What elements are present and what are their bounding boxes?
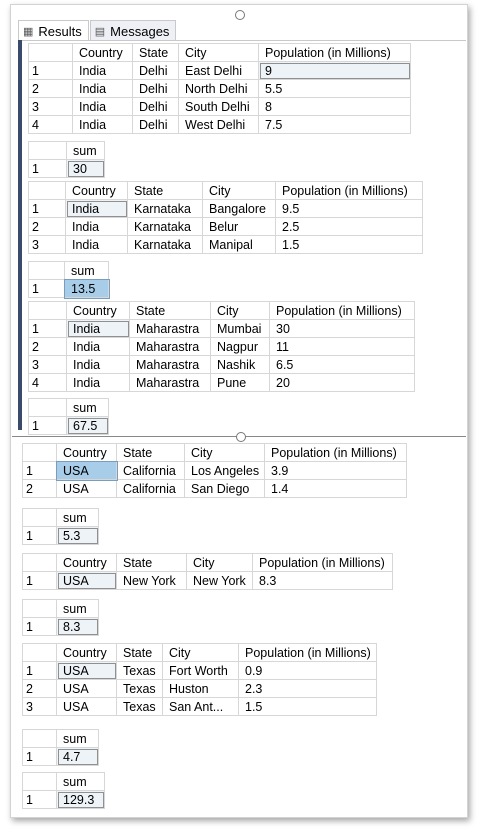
grid-icon: ▦	[23, 25, 34, 38]
table-row[interactable]	[29, 417, 109, 435]
table-cell[interactable]: Manipal	[203, 236, 276, 254]
table-row[interactable]	[23, 698, 377, 716]
table-cell[interactable]: India	[67, 356, 130, 374]
row-number[interactable]: 2	[29, 80, 73, 98]
row-number[interactable]: 1	[29, 200, 66, 218]
row-number[interactable]: 3	[23, 698, 57, 716]
table-cell[interactable]: 9	[259, 62, 411, 80]
column-header[interactable]: sum	[57, 509, 99, 527]
row-number[interactable]: 1	[23, 791, 57, 809]
table-cell[interactable]: 129.3	[57, 791, 105, 809]
table-cell[interactable]: 1.5	[276, 236, 423, 254]
sum-grid	[28, 398, 109, 435]
column-header[interactable]: sum	[67, 399, 109, 417]
table-cell[interactable]: Texas	[117, 662, 163, 680]
table-cell[interactable]: San Diego	[185, 480, 265, 498]
table-row[interactable]	[29, 338, 415, 356]
table-cell[interactable]: USA	[57, 698, 117, 716]
table-row[interactable]	[29, 320, 415, 338]
table-cell[interactable]: New York	[117, 572, 187, 590]
table-cell[interactable]: Karnataka	[128, 218, 203, 236]
row-number-header	[23, 644, 57, 662]
row-number[interactable]: 1	[23, 527, 57, 545]
column-header[interactable]: State	[117, 644, 163, 662]
table-row[interactable]	[23, 748, 99, 766]
table-row[interactable]	[23, 462, 407, 480]
table-cell[interactable]: 4.7	[57, 748, 99, 766]
table-row[interactable]	[23, 662, 377, 680]
table-cell[interactable]: 1.5	[239, 698, 377, 716]
table-cell[interactable]: 3.9	[265, 462, 407, 480]
table-cell[interactable]: Fort Worth	[163, 662, 239, 680]
result-grid	[28, 301, 415, 392]
table-cell[interactable]: Karnataka	[128, 236, 203, 254]
table-cell[interactable]: 9.5	[276, 200, 423, 218]
row-number[interactable]: 2	[29, 218, 66, 236]
row-number[interactable]: 1	[29, 62, 73, 80]
table-cell[interactable]: 8.3	[57, 618, 99, 636]
column-header[interactable]: State	[117, 554, 187, 572]
row-number[interactable]: 2	[29, 338, 67, 356]
table-cell[interactable]: Texas	[117, 698, 163, 716]
column-header[interactable]: City	[187, 554, 253, 572]
column-header[interactable]: City	[179, 44, 259, 62]
table-row[interactable]	[29, 236, 423, 254]
table-cell[interactable]: 8.3	[253, 572, 393, 590]
table-cell[interactable]: USA	[57, 572, 117, 590]
table-cell[interactable]: India	[67, 338, 130, 356]
table-cell[interactable]: Karnataka	[128, 200, 203, 218]
result-grid	[28, 43, 411, 134]
splitter-handle[interactable]	[235, 10, 245, 20]
result-grid	[28, 181, 423, 254]
row-number[interactable]: 4	[29, 116, 73, 134]
table-cell[interactable]: South Delhi	[179, 98, 259, 116]
table-cell[interactable]: Pune	[211, 374, 270, 392]
column-header[interactable]: Population (in Millions)	[239, 644, 377, 662]
row-number[interactable]: 1	[29, 320, 67, 338]
row-number[interactable]: 1	[23, 572, 57, 590]
table-row[interactable]	[29, 62, 411, 80]
table-row[interactable]	[29, 356, 415, 374]
table-cell[interactable]: 2.3	[239, 680, 377, 698]
table-cell[interactable]: 11	[270, 338, 415, 356]
table-row[interactable]	[29, 280, 109, 298]
row-number-header	[23, 509, 57, 527]
table-cell[interactable]: 8	[259, 98, 411, 116]
result-grid	[22, 643, 377, 716]
table-cell[interactable]: Maharastra	[130, 374, 211, 392]
row-number-header	[23, 600, 57, 618]
table-row[interactable]	[29, 116, 411, 134]
result-grid	[22, 553, 393, 590]
table-cell[interactable]: 0.9	[239, 662, 377, 680]
row-number-header	[29, 182, 66, 200]
column-header[interactable]: City	[211, 302, 270, 320]
row-number-header	[29, 142, 67, 160]
sum-grid	[28, 141, 105, 178]
row-number-header	[23, 444, 57, 462]
column-header[interactable]: Population (in Millions)	[270, 302, 415, 320]
active-pane-indicator	[18, 40, 22, 430]
tabs-divider	[18, 40, 466, 41]
table-cell[interactable]: Delhi	[133, 80, 179, 98]
table-row[interactable]	[29, 80, 411, 98]
table-cell[interactable]: San Ant...	[163, 698, 239, 716]
sum-grid	[22, 729, 99, 766]
table-cell[interactable]: Delhi	[133, 62, 179, 80]
table-cell[interactable]: Bangalore	[203, 200, 276, 218]
column-header[interactable]: City	[185, 444, 265, 462]
column-header[interactable]: City	[163, 644, 239, 662]
row-number[interactable]: 4	[29, 374, 67, 392]
sum-grid	[28, 261, 109, 298]
column-header[interactable]: City	[203, 182, 276, 200]
table-row[interactable]	[23, 618, 99, 636]
table-cell[interactable]: Maharastra	[130, 338, 211, 356]
column-header[interactable]: State	[130, 302, 211, 320]
table-row[interactable]	[23, 680, 377, 698]
table-cell[interactable]: 20	[270, 374, 415, 392]
grid-header-row	[29, 44, 411, 62]
table-cell[interactable]: USA	[57, 662, 117, 680]
table-cell[interactable]: 13.5	[65, 280, 109, 298]
sum-grid	[22, 599, 99, 636]
tab-messages[interactable]	[90, 20, 177, 41]
column-header[interactable]: sum	[57, 600, 99, 618]
table-row[interactable]	[29, 374, 415, 392]
table-cell[interactable]: Mumbai	[211, 320, 270, 338]
table-cell[interactable]: India	[67, 374, 130, 392]
row-number[interactable]: 1	[29, 280, 65, 298]
table-row[interactable]	[29, 218, 423, 236]
column-header[interactable]: Country	[57, 444, 117, 462]
column-header[interactable]: Country	[57, 554, 117, 572]
splitter-handle[interactable]	[236, 432, 246, 442]
table-cell[interactable]: California	[117, 462, 185, 480]
column-header[interactable]: sum	[65, 262, 109, 280]
table-cell[interactable]: India	[67, 320, 130, 338]
table-cell[interactable]: India	[66, 218, 128, 236]
column-header[interactable]: Population (in Millions)	[276, 182, 423, 200]
row-number[interactable]: 1	[23, 748, 57, 766]
column-header[interactable]: State	[128, 182, 203, 200]
result-grid	[22, 443, 407, 498]
messages-icon: ▤	[94, 25, 106, 38]
tab-label: Results	[38, 23, 82, 39]
sum-grid	[22, 508, 99, 545]
tab-results[interactable]	[18, 20, 89, 41]
row-number[interactable]: 2	[23, 680, 57, 698]
table-cell[interactable]: 30	[67, 160, 105, 178]
row-number[interactable]: 1	[29, 417, 67, 435]
table-cell[interactable]: Delhi	[133, 116, 179, 134]
table-cell[interactable]: India	[73, 98, 133, 116]
total-sum-grid	[22, 772, 105, 809]
column-header[interactable]: sum	[67, 142, 105, 160]
table-cell[interactable]: 5.5	[259, 80, 411, 98]
column-header[interactable]: Country	[66, 182, 128, 200]
row-number[interactable]: 3	[29, 356, 67, 374]
table-cell[interactable]: India	[73, 80, 133, 98]
tab-label: Messages	[110, 23, 170, 39]
table-cell[interactable]: Belur	[203, 218, 276, 236]
table-cell[interactable]: USA	[57, 480, 117, 498]
results-tabs	[18, 20, 177, 40]
row-number-header	[29, 262, 65, 280]
row-number-header	[29, 399, 67, 417]
table-cell[interactable]: 1.4	[265, 480, 407, 498]
table-cell[interactable]: India	[66, 200, 128, 218]
row-number[interactable]: 1	[23, 662, 57, 680]
table-cell[interactable]: USA	[57, 680, 117, 698]
table-cell[interactable]: North Delhi	[179, 80, 259, 98]
table-cell[interactable]: 30	[270, 320, 415, 338]
column-header[interactable]: State	[133, 44, 179, 62]
table-cell[interactable]: 5.3	[57, 527, 99, 545]
table-cell[interactable]: 2.5	[276, 218, 423, 236]
row-number[interactable]: 1	[29, 160, 67, 178]
table-cell[interactable]: 67.5	[67, 417, 109, 435]
table-cell[interactable]: California	[117, 480, 185, 498]
table-cell[interactable]: India	[73, 116, 133, 134]
row-number-header	[23, 554, 57, 572]
column-header[interactable]: Country	[73, 44, 133, 62]
column-header[interactable]: sum	[57, 730, 99, 748]
table-cell[interactable]: Los Angeles	[185, 462, 265, 480]
table-cell[interactable]: 7.5	[259, 116, 411, 134]
column-header[interactable]: Country	[67, 302, 130, 320]
table-cell[interactable]: Delhi	[133, 98, 179, 116]
table-cell[interactable]: Texas	[117, 680, 163, 698]
table-cell[interactable]: Maharastra	[130, 356, 211, 374]
row-number[interactable]: 1	[23, 462, 57, 480]
table-row[interactable]	[29, 200, 423, 218]
table-cell[interactable]: India	[73, 62, 133, 80]
column-header[interactable]: State	[117, 444, 185, 462]
table-cell[interactable]: Huston	[163, 680, 239, 698]
row-number[interactable]: 2	[23, 480, 57, 498]
row-number[interactable]: 3	[29, 98, 73, 116]
table-row[interactable]	[23, 791, 105, 809]
table-cell[interactable]: Nagpur	[211, 338, 270, 356]
table-cell[interactable]: West Delhi	[179, 116, 259, 134]
column-header[interactable]: Population (in Millions)	[259, 44, 411, 62]
column-header[interactable]: Population (in Millions)	[265, 444, 407, 462]
table-cell[interactable]: USA	[57, 462, 117, 480]
table-cell[interactable]: New York	[187, 572, 253, 590]
table-row[interactable]	[23, 572, 393, 590]
table-cell[interactable]: India	[66, 236, 128, 254]
table-cell[interactable]: 6.5	[270, 356, 415, 374]
table-cell[interactable]: Nashik	[211, 356, 270, 374]
table-row[interactable]	[23, 527, 99, 545]
column-header[interactable]: sum	[57, 773, 105, 791]
row-number-header	[29, 44, 73, 62]
column-header[interactable]: Country	[57, 644, 117, 662]
table-cell[interactable]: Maharastra	[130, 320, 211, 338]
table-row[interactable]	[29, 160, 105, 178]
table-row[interactable]	[29, 98, 411, 116]
row-number[interactable]: 3	[29, 236, 66, 254]
table-row[interactable]	[23, 480, 407, 498]
row-number-header	[23, 730, 57, 748]
column-header[interactable]: Population (in Millions)	[253, 554, 393, 572]
table-cell[interactable]: East Delhi	[179, 62, 259, 80]
row-number-header	[29, 302, 67, 320]
row-number-header	[23, 773, 57, 791]
row-number[interactable]: 1	[23, 618, 57, 636]
